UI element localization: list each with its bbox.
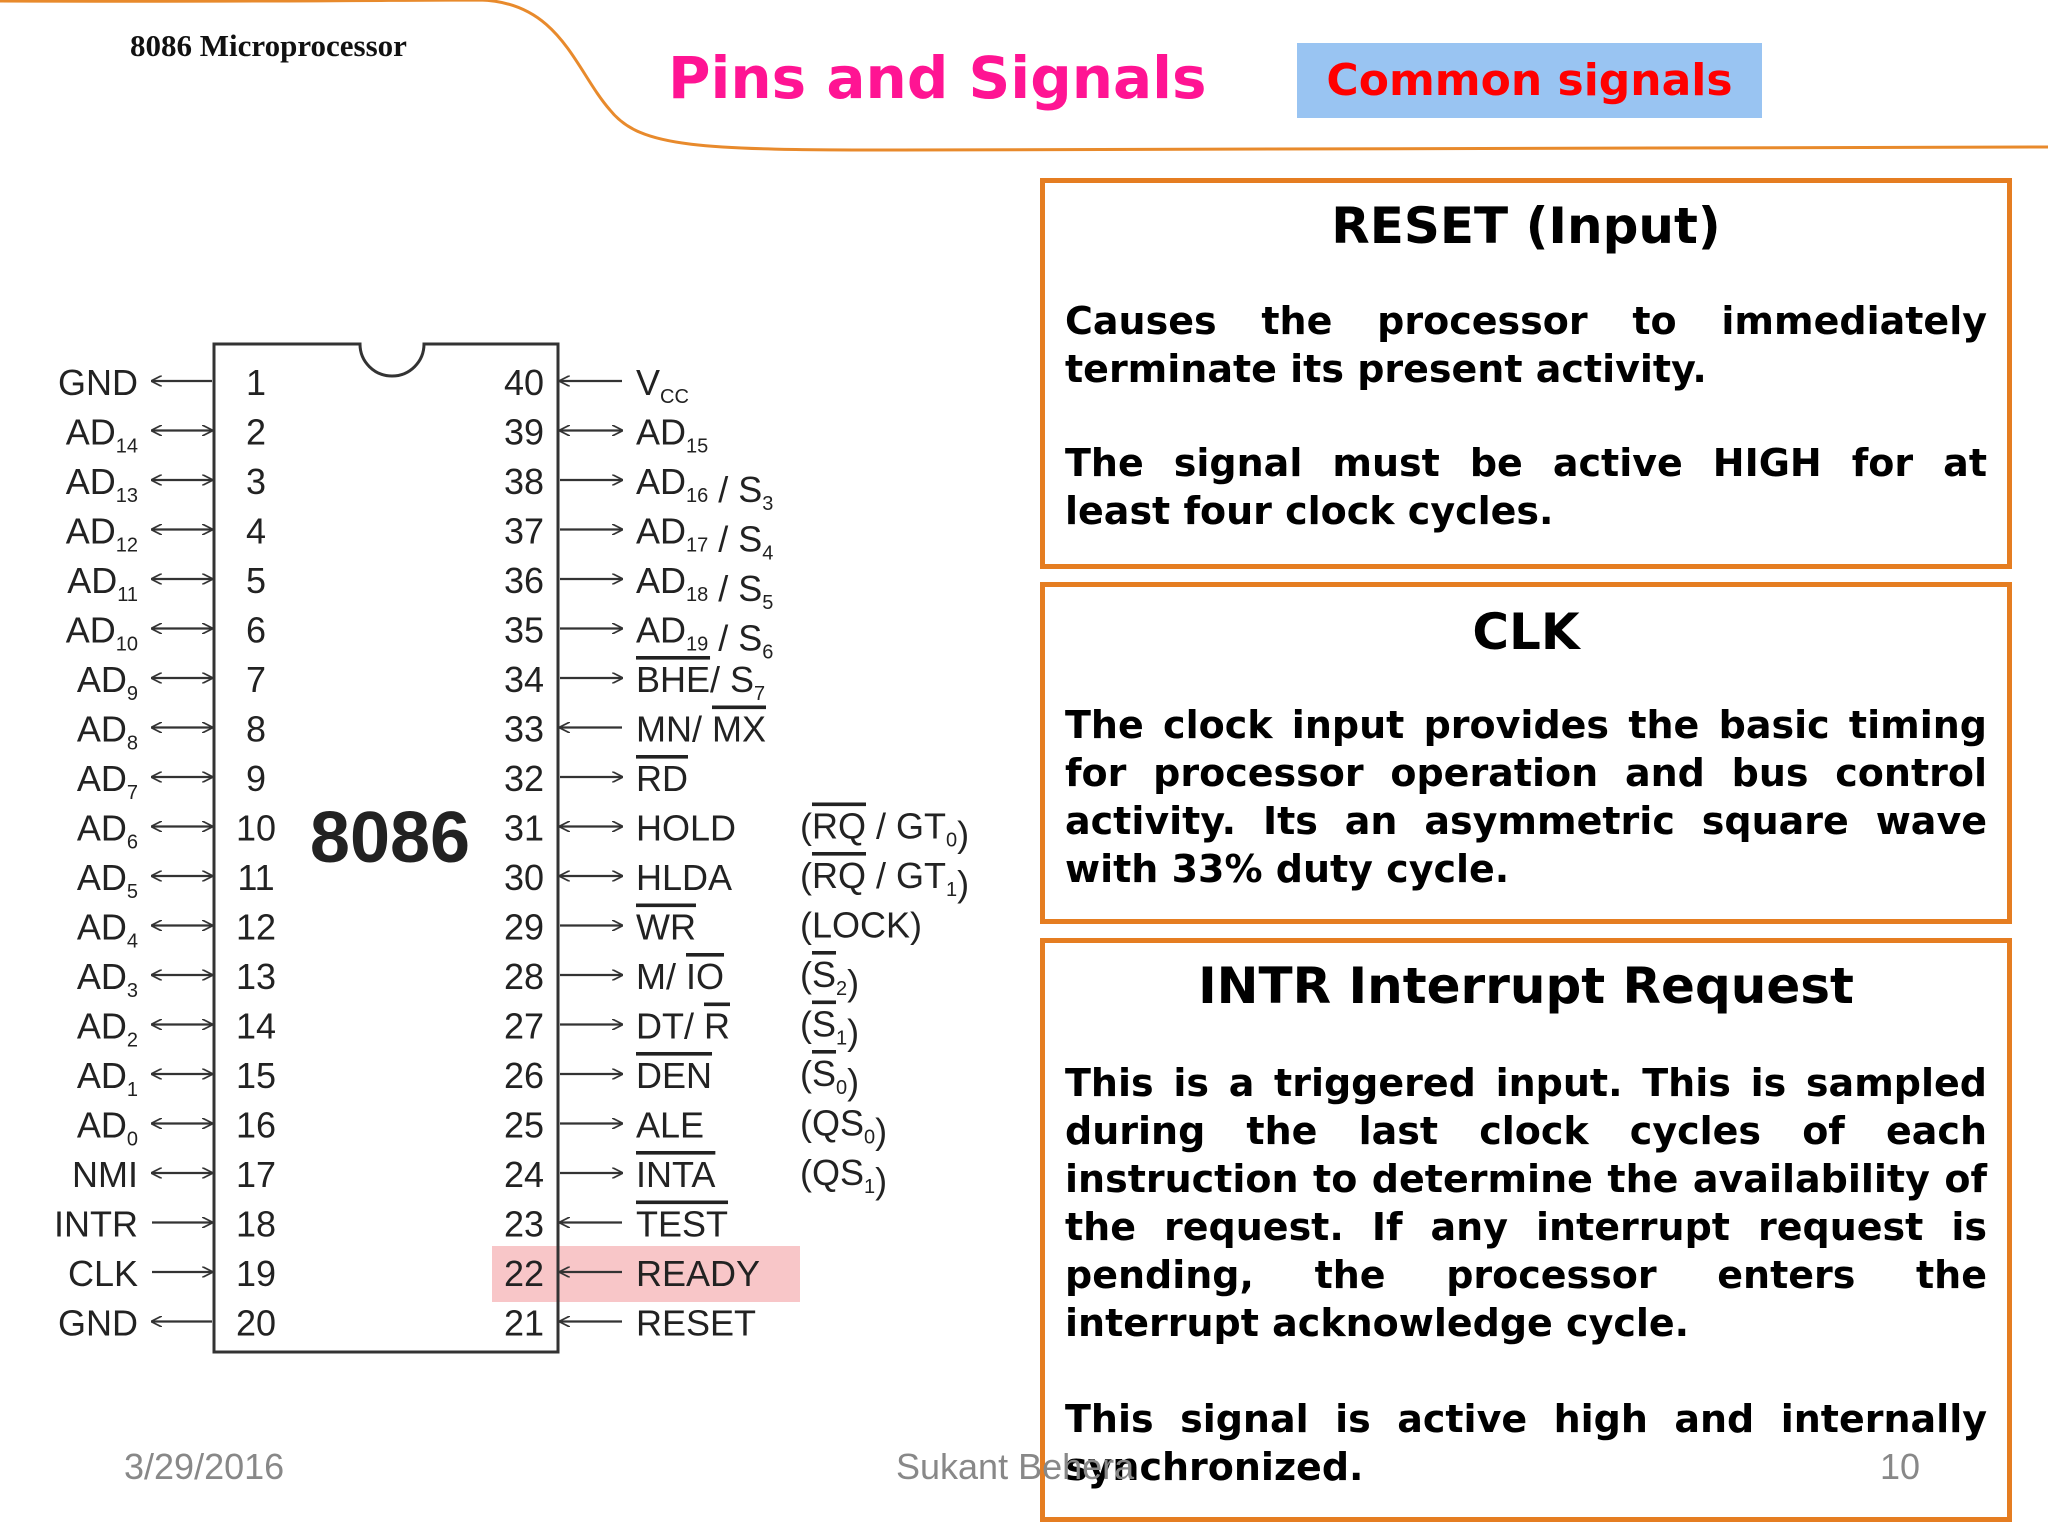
left-pin-label: $AD_7$ (76, 758, 138, 804)
right-pin-label: $AD_{18} / S_5$ (636, 560, 774, 614)
right-pin-label: $AD_{16} / S_3$ (636, 461, 774, 515)
footer-page-number: 10 (1880, 1446, 1921, 1487)
right-pin-label: MN/ MX (636, 708, 766, 750)
pin-number: 22 (503, 1253, 545, 1294)
pin-number: 11 (237, 857, 275, 898)
pin-number: 9 (245, 758, 267, 799)
intr-card (1040, 938, 2012, 1522)
left-pin-label: $AD_1$ (76, 1055, 138, 1101)
pin-number: 35 (503, 609, 545, 651)
left-pin-label: $AD_9$ (76, 659, 138, 705)
clk-card-text: The clock input provides the basic timing for processor operation and bus control activity. Its an asymmetric square wave with 33% duty cycle. (1065, 703, 1987, 891)
right-pin-label: WR (636, 906, 696, 948)
pin-number: 1 (245, 362, 267, 403)
pin-number: 15 (235, 1055, 277, 1096)
alt-signal-label: $(S_2)$ (800, 954, 860, 1003)
pin-number: 28 (503, 956, 545, 997)
reset-card-text-2: The signal must be active HIGH for at least four clock cycles. (1065, 441, 1987, 533)
left-pin-label: $AD_2$ (76, 1005, 138, 1052)
left-pin-label: $AD_{13}$ (65, 461, 138, 507)
alt-signal-label: $(S_0)$ (800, 1053, 860, 1102)
pin-number: 32 (503, 758, 545, 799)
slide-title: Pins and Signals (668, 44, 1207, 112)
pin-number: 24 (503, 1154, 545, 1195)
pin-number: 21 (503, 1302, 545, 1344)
reset-card-text-1: Causes the processor to immediately terminate its present activity. (1065, 299, 1987, 391)
pin-number: 31 (503, 807, 545, 849)
pin-number: 20 (235, 1302, 277, 1344)
topic-tag: Common signals (1297, 43, 1762, 118)
right-pin-label: BHE/ $S_7$ (636, 659, 766, 705)
reset-card-title: RESET (Input) (1331, 197, 1721, 255)
intr-card-text-1: This is a triggered input. This is sampled during the last clock cycles of each instruction to determine the availability of the request. If any interrupt request is pending, the processor enters the interrupt acknowledge cycle. (1065, 1061, 1987, 1345)
intr-card-title: INTR Interrupt Request (1198, 957, 1854, 1015)
alt-signal-label: $(RQ / GT_1)$ (800, 855, 970, 904)
left-pin-label: GND (58, 362, 138, 403)
pin-number: 10 (235, 807, 277, 849)
pin-number: 39 (503, 411, 545, 453)
pin-number: 13 (235, 956, 277, 997)
right-pin-label: $AD_{19} / S_6$ (636, 609, 774, 664)
alt-signal-label: $(S_1)$ (800, 1003, 860, 1053)
intr-card-text-2: This signal is active high and internally synchronized. (1065, 1397, 1987, 1489)
pin-number: 5 (245, 560, 267, 601)
left-pin-label: INTR (54, 1203, 138, 1245)
left-pin-label: $AD_{10}$ (65, 609, 138, 656)
reset-card (1040, 178, 2012, 569)
alt-signal-label: (LOCK) (800, 904, 923, 946)
right-pin-label: TEST (636, 1203, 729, 1245)
pin-number: 23 (503, 1203, 545, 1245)
right-pin-label: $AD_{15}$ (636, 411, 709, 458)
right-pin-label: READY (636, 1253, 761, 1294)
pin-number: 12 (235, 906, 277, 948)
left-pin-label: CLK (67, 1253, 138, 1294)
left-pin-label: GND (58, 1302, 138, 1344)
right-pin-label: RESET (636, 1302, 757, 1344)
pin-number: 36 (503, 560, 545, 601)
right-pin-label: DEN (636, 1055, 713, 1096)
pin-number: 17 (235, 1154, 277, 1195)
footer-author: Sukant Behera (896, 1446, 1135, 1487)
left-pin-label: $AD_{14}$ (65, 411, 138, 458)
right-pin-label: INTA (636, 1154, 716, 1195)
pin-number: 40 (503, 362, 545, 403)
left-pin-label: $AD_{11}$ (67, 560, 138, 606)
clk-card (1040, 582, 2012, 924)
pin-number: 38 (503, 461, 545, 502)
pin-number: 19 (235, 1253, 277, 1294)
pin-number: 7 (245, 659, 267, 700)
pin-number: 4 (245, 510, 267, 552)
chip-label: 8086 (309, 798, 471, 878)
right-pin-label: M/ IO (636, 956, 725, 997)
left-pin-label: $AD_8$ (76, 708, 138, 755)
pin-number: 16 (235, 1104, 277, 1146)
right-pin-label: $V_{CC}$ (636, 362, 689, 408)
alt-signal-label: $(RQ / GT_0)$ (800, 805, 970, 855)
pin-number: 25 (503, 1104, 545, 1146)
pin-number: 6 (245, 609, 267, 651)
alt-signal-label: $(QS_0)$ (800, 1102, 888, 1152)
pin-number: 2 (245, 411, 267, 453)
pin-number: 30 (503, 857, 545, 898)
right-pin-label: ALE (636, 1104, 705, 1146)
pin-number: 26 (503, 1055, 545, 1096)
left-pin-label: $AD_0$ (76, 1104, 138, 1151)
clk-card-title: CLK (1472, 603, 1580, 661)
left-pin-label: NMI (72, 1154, 138, 1195)
right-pin-label: HOLD (636, 807, 737, 849)
pin-number: 14 (235, 1005, 277, 1047)
left-pin-label: $AD_4$ (76, 906, 138, 953)
right-pin-label: DT/ R (636, 1005, 730, 1047)
right-pin-label: $AD_{17} / S_4$ (636, 510, 774, 565)
right-pin-label: HLDA (636, 857, 733, 898)
pin-diagram (0, 0, 1020, 1420)
pin-number: 29 (503, 906, 545, 948)
left-pin-label: $AD_6$ (76, 807, 138, 854)
left-pin-label: $AD_3$ (76, 956, 138, 1002)
pin-number: 27 (503, 1005, 545, 1047)
right-pin-label: RD (636, 758, 688, 799)
pin-number: 3 (245, 461, 267, 502)
pin-number: 18 (235, 1203, 277, 1245)
left-pin-label: $AD_{12}$ (65, 510, 138, 557)
left-pin-label: $AD_5$ (76, 857, 138, 903)
alt-signal-label: $(QS_1)$ (800, 1152, 888, 1201)
pin-number: 8 (245, 708, 267, 750)
pin-number: 33 (503, 708, 545, 750)
pin-number: 34 (503, 659, 545, 700)
footer-date: 3/29/2016 (124, 1446, 285, 1487)
pin-number: 37 (503, 510, 545, 552)
course-title: 8086 Microprocessor (130, 28, 407, 63)
